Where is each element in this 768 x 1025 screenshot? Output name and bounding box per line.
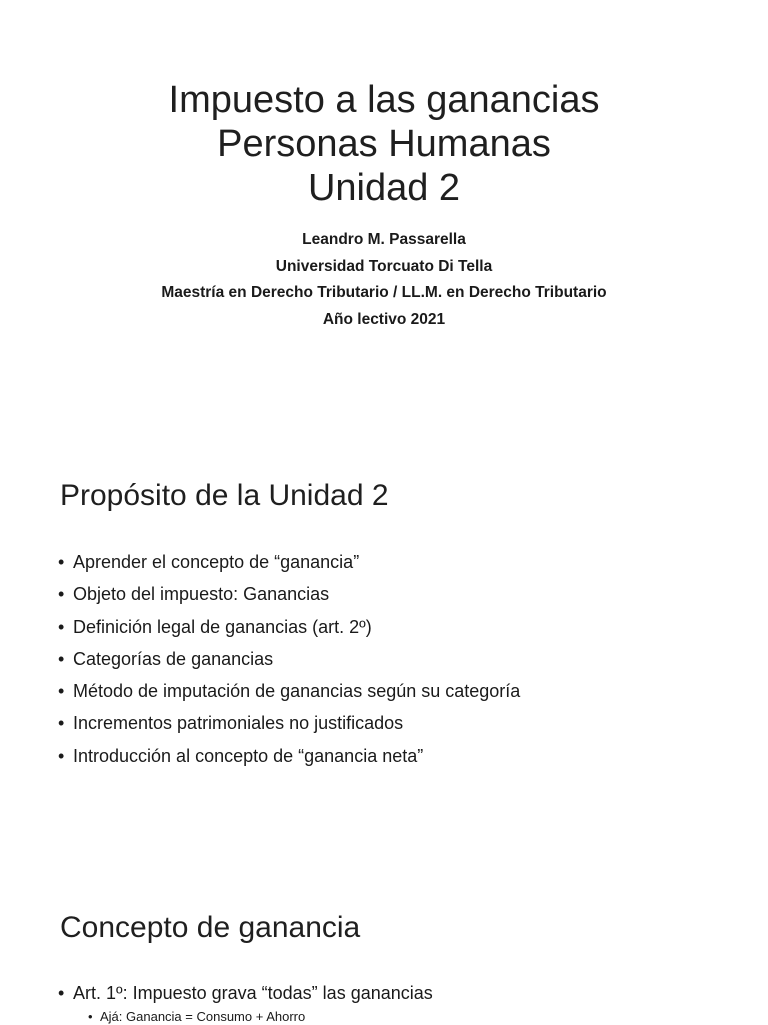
sub-list-item: • Ajá: Ganancia = Consumo + Ahorro [58,1009,433,1025]
title-line: Impuesto a las ganancias [168,79,600,121]
list-item: • Definición legal de ganancias (art. 2º) [58,611,520,643]
academic-year: Año lectivo 2021 [322,310,446,328]
list-item: • Objeto del impuesto: Ganancias [58,578,520,610]
bullet-list [58,546,520,772]
list-item: • Aprender el concepto de “ganancia” [58,546,520,578]
author-name: Leandro M. Passarella [302,231,466,248]
list-item: • Método de imputación de ganancias según su categoría [58,675,520,707]
title-slide [0,0,768,430]
purpose-slide [0,440,768,860]
list-item: • Categorías de ganancias [58,643,520,675]
bullet-list [58,977,433,1025]
slide-heading: Concepto de ganancia [60,911,361,944]
slide-heading: Propósito de la Unidad 2 [60,479,389,512]
title-line: Unidad 2 [307,167,461,209]
list-item: • Introducción al concepto de “ganancia neta” [58,740,520,772]
title-line: Personas Humanas [217,123,551,165]
program-name: Maestría en Derecho Tributario / LL.M. en Derecho Tributario [161,284,607,301]
university-name: Universidad Torcuato Di Tella [275,257,493,275]
slide-title [0,78,768,210]
slide-subtitle [0,227,768,333]
concept-slide [0,880,768,1024]
list-item: • Art. 1º: Impuesto grava “todas” las ganancias [58,977,433,1009]
list-item: • Incrementos patrimoniales no justificados [58,707,520,739]
